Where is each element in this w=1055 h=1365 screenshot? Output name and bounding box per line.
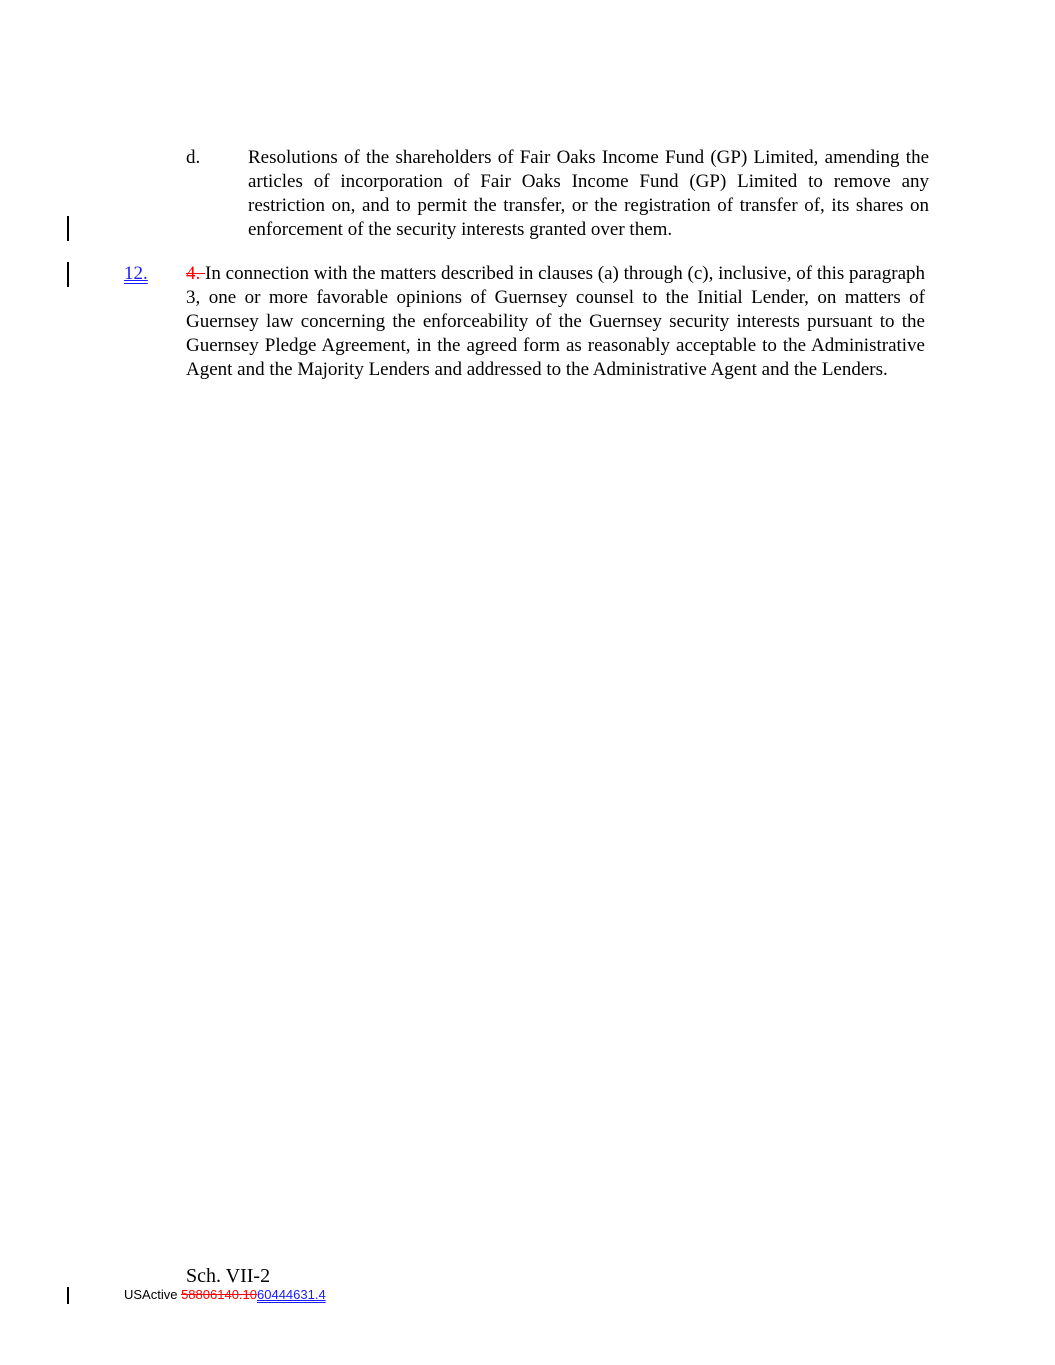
deleted-paragraph-number: 4.	[186, 263, 206, 284]
list-item-label: d.	[186, 147, 201, 168]
change-bar	[67, 1287, 69, 1304]
list-item-text: Resolutions of the shareholders of Fair Oaks Income Fund (GP) Limited, amending the articles of incorporation of Fair Oaks Income Fund (GP) Limited to remove any restriction on, and to permit the transfer, or the registration of transfer of, its shares on enforcement of the security interests granted over them.	[248, 147, 929, 240]
document-id-prefix: USActive	[124, 1287, 182, 1302]
paragraph-text-block	[186, 262, 925, 382]
document-id-inserted: 60444631.4	[257, 1287, 326, 1302]
document-id	[124, 1287, 326, 1303]
change-bar	[67, 216, 69, 241]
page-number: Sch. VII-2	[186, 1265, 271, 1287]
change-bar	[67, 262, 69, 287]
paragraph-body: In connection with the matters described in clauses (a) through (c), inclusive, of this paragraph 3, one or more favorable opinions of Guernsey counsel to the Initial Lender, on matters of Guernsey law concerning the enforceability of the Guernsey security interests pursuant to the Guernsey Pledge Agreement, in the agreed form as reasonably acceptable to the Administrative Agent and the Majority Lenders and addressed to the Administrative Agent and the Lenders.	[186, 263, 926, 380]
inserted-paragraph-number: 12.	[124, 263, 148, 284]
document-id-deleted: 58806140.10	[181, 1287, 257, 1302]
